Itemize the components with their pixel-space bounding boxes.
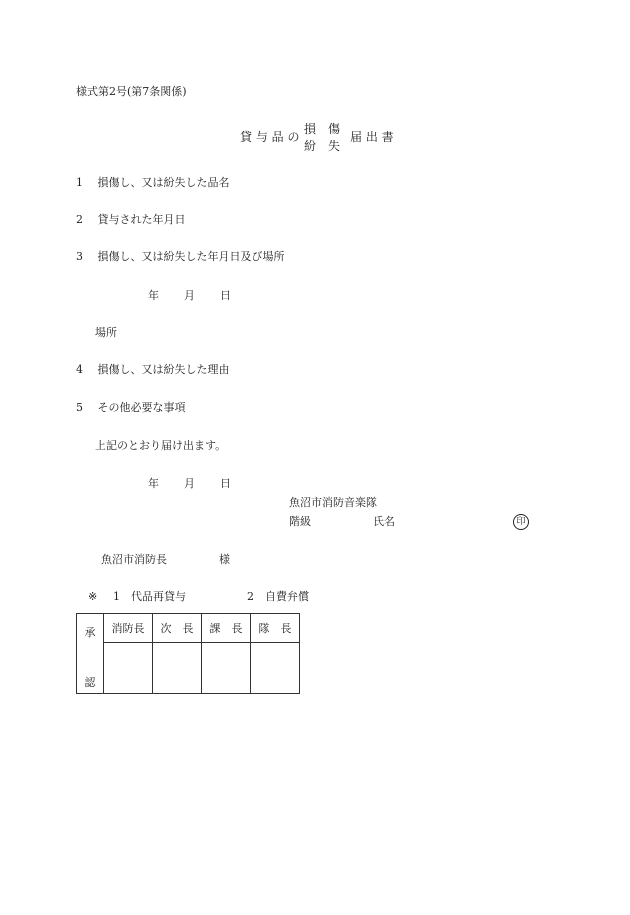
item-text: 損傷し、又は紛失した年月日及び場所 <box>97 250 285 263</box>
title-prefix: 貸 与 品 の <box>240 130 300 144</box>
header-deputy-chief: 次 長 <box>153 614 202 643</box>
approval-table <box>76 613 300 694</box>
applicant-name-label: 氏名 <box>373 515 395 528</box>
date-year: 年 <box>148 477 159 490</box>
addressee-honorific: 様 <box>219 553 230 566</box>
item-4 <box>76 363 230 377</box>
approval-label-cell <box>77 614 104 694</box>
item-2 <box>76 213 186 227</box>
item-text: 貸与された年月日 <box>97 213 186 226</box>
approval-label-top: 承 <box>84 626 96 639</box>
note-mark: ※ <box>88 590 98 603</box>
date-month: 月 <box>184 289 195 302</box>
title-stack <box>304 121 340 155</box>
applicant-org: 魚沼市消防音楽隊 <box>289 496 377 509</box>
item-number: 1 <box>76 176 83 189</box>
date-day: 日 <box>220 289 231 302</box>
item-text: その他必要な事項 <box>97 401 186 414</box>
date-year: 年 <box>148 289 159 302</box>
item-text: 損傷し、又は紛失した品名 <box>97 176 230 189</box>
title-option-damage: 損 傷 <box>304 122 341 136</box>
item-number: 2 <box>76 213 83 226</box>
form-label: 様式第2号(第7条関係) <box>76 85 187 98</box>
seal-icon: 印 <box>513 514 529 530</box>
note-option-replacement: 1 代品再貸与 <box>113 590 186 603</box>
stamp-cell-section-chief[interactable] <box>202 643 251 694</box>
item-number: 4 <box>76 363 83 376</box>
title-option-loss: 紛 失 <box>304 139 341 153</box>
approval-label-bottom: 認 <box>84 676 96 689</box>
applicant-rank-label: 階級 <box>289 515 311 528</box>
place-label: 場所 <box>95 326 117 339</box>
date-day: 日 <box>220 477 231 490</box>
header-section-chief: 課 長 <box>202 614 251 643</box>
stamp-cell-unit-leader[interactable] <box>251 643 300 694</box>
header-unit-leader: 隊 長 <box>251 614 300 643</box>
item-1 <box>76 176 230 190</box>
addressee-name: 魚沼市消防長 <box>101 553 167 566</box>
note-option-self-payment: 2 自費弁償 <box>247 590 309 603</box>
stamp-cell-fire-chief[interactable] <box>104 643 153 694</box>
item-number: 3 <box>76 250 83 263</box>
stamp-cell-deputy-chief[interactable] <box>153 643 202 694</box>
item-3 <box>76 250 285 264</box>
declaration: 上記のとおり届け出ます。 <box>95 439 227 452</box>
item-text: 損傷し、又は紛失した理由 <box>97 363 230 376</box>
item-number: 5 <box>76 401 83 414</box>
title-suffix: 届 出 書 <box>350 130 394 144</box>
header-fire-chief: 消防長 <box>104 614 153 643</box>
item-5 <box>76 401 186 415</box>
date-month: 月 <box>184 477 195 490</box>
